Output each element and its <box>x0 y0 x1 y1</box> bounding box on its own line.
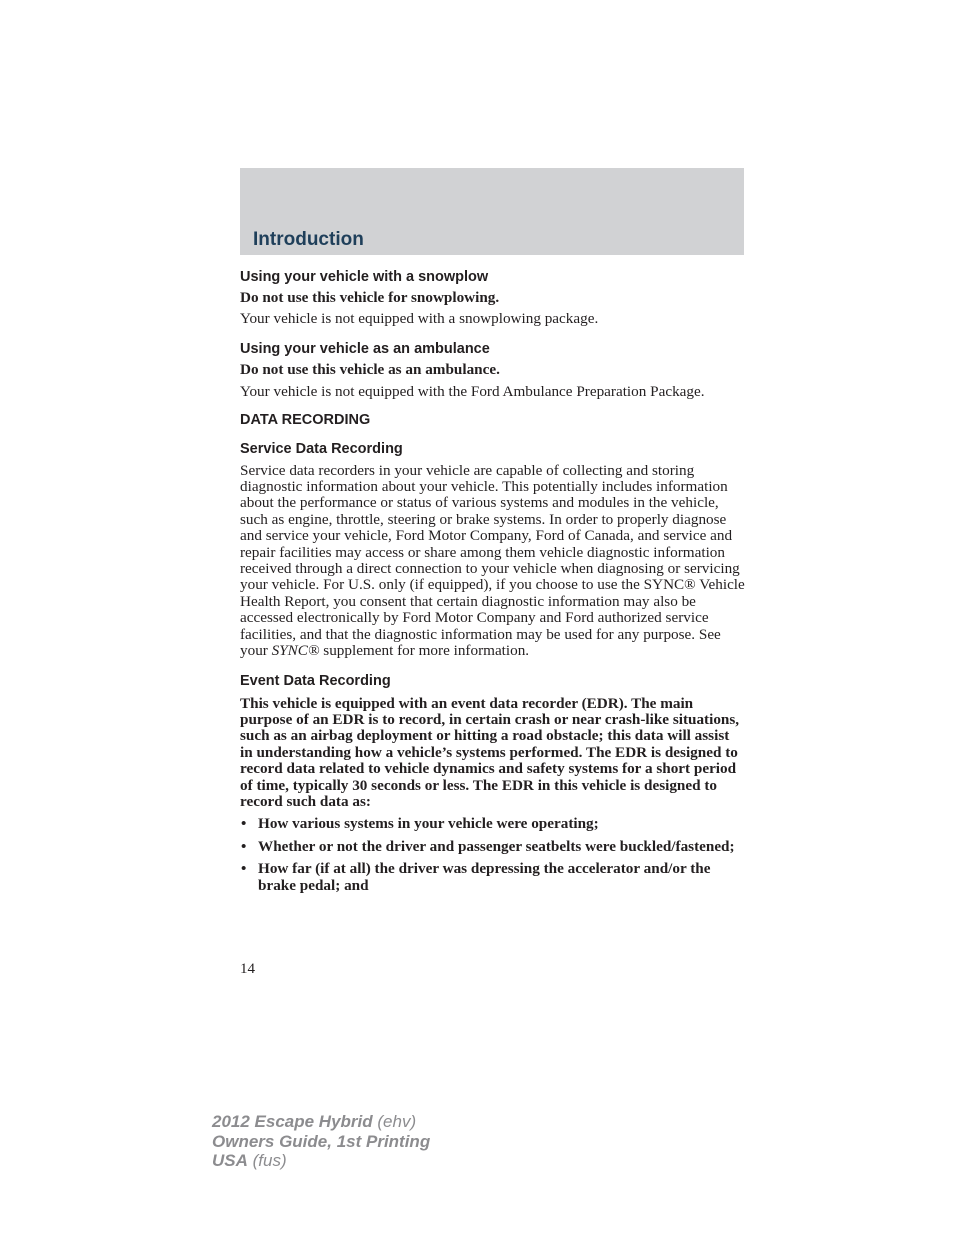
ambulance-warning: Do not use this vehicle as an ambulance. <box>240 360 500 378</box>
section-header-band <box>240 168 744 255</box>
event-data-heading: Event Data Recording <box>240 672 391 689</box>
sync-supplement-name: SYNC® <box>271 642 320 660</box>
service-data-text <box>240 463 745 660</box>
footer-line-2: Owners Guide, 1st Printing <box>212 1131 431 1151</box>
event-data-section <box>240 672 745 894</box>
service-data-text-main: Service data recorders in your vehicle are capable of collecting and storing diagnostic information about your vehicle. This potentially includes information about the performance or status of various systems and modules in the vehicle, such as engine, throttle, steering or brake systems. In order to properly diagnose and service your vehicle, Ford Motor Company, Ford of Canada, and service and repair facilities may access or share among them vehicle diagnostic information received through a direct connection to your vehicle when diagnosing or servicing your vehicle. For U.S. only (if equipped), if you choose to use the SYNC® Vehicle Health Report, you consent that certain diagnostic information may also be accessed electronically by Ford Motor Company and Ford authorized service facilities, and that the diagnostic information may be used for any purpose. See your <box>240 461 745 660</box>
bullet: • <box>241 860 247 878</box>
bullet: • <box>241 815 247 833</box>
snowplow-heading: Using your vehicle with a snowplow <box>240 269 489 285</box>
ambulance-section <box>240 340 745 401</box>
edr-data-list <box>240 816 745 894</box>
footer-line-1: 2012 Escape Hybrid (ehv) <box>212 1112 417 1131</box>
list-item: • How various systems in your vehicle were operating; <box>241 815 599 833</box>
page-content <box>240 267 745 894</box>
service-data-heading: Service Data Recording <box>240 440 403 457</box>
page-number: 14 <box>240 961 255 977</box>
bullet: • <box>241 837 247 855</box>
service-data-section <box>240 440 745 660</box>
list-item: • How far (if at all) the driver was depressing the accelerator and/or the brake pedal; and <box>241 860 711 894</box>
ambulance-text: Your vehicle is not equipped with the Ford Ambulance Preparation Package. <box>240 383 705 401</box>
data-recording-heading: DATA RECORDING <box>240 411 371 428</box>
section-title: Introduction <box>253 229 364 250</box>
footer-line-3: USA (fus) <box>212 1151 287 1170</box>
ambulance-heading: Using your vehicle as an ambulance <box>240 340 490 357</box>
snowplow-text: Your vehicle is not equipped with a snowplowing package. <box>240 310 599 328</box>
service-data-text-end: supplement for more information. <box>319 642 530 660</box>
snowplow-section <box>240 268 745 328</box>
list-item: • Whether or not the driver and passenger seatbelts were buckled/fastened; <box>241 837 735 855</box>
snowplow-warning: Do not use this vehicle for snowplowing. <box>240 289 500 306</box>
event-data-text: This vehicle is equipped with an event data recorder (EDR). The main purpose of an EDR is to record, in certain crash or near crash-like situations, such as an airbag deployment or hitting a road obstacle; this data will assist in understanding how a vehicle’s systems performed. The EDR is designed to record data related to vehicle dynamics and safety systems for a short period of time, typically 30 seconds or less. The EDR in this vehicle is designed to record such data as: <box>240 694 740 810</box>
footer-imprint <box>212 1112 430 1171</box>
